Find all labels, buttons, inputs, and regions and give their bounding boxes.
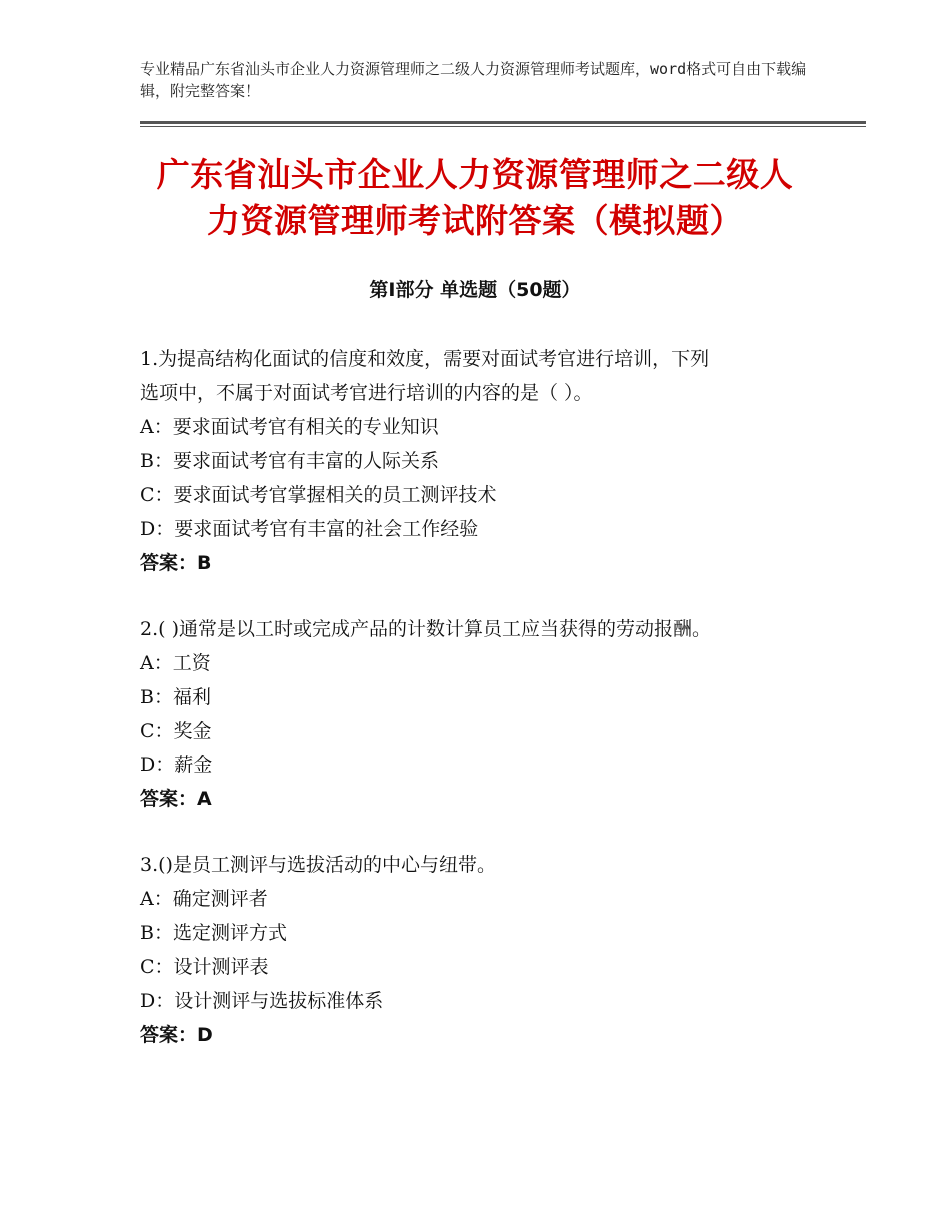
document-title-line-1: 广东省汕头市企业人力资源管理师之二级人 bbox=[156, 155, 794, 194]
document-title bbox=[100, 152, 850, 244]
option-c: C：要求面试考官掌握相关的员工测评技术 bbox=[140, 484, 497, 506]
document-title-line-2: 力资源管理师考试附答案（模拟题） bbox=[207, 201, 743, 240]
question-1 bbox=[140, 342, 820, 580]
section-title: 第Ⅰ部分 单选题（50题） bbox=[369, 279, 581, 301]
option-c: C：奖金 bbox=[140, 720, 212, 742]
question-stem-continued: 选项中，不属于对面试考官进行培训的内容的是（ ）。 bbox=[140, 382, 593, 404]
option-b: B：要求面试考官有丰富的人际关系 bbox=[140, 450, 439, 472]
option-b: B：选定测评方式 bbox=[140, 922, 287, 944]
header-note: 专业精品广东省汕头市企业人力资源管理师之二级人力资源管理师考试题库，word格式可自由下载编辑，附完整答案！ bbox=[140, 60, 807, 100]
option-d: D：设计测评与选拔标准体系 bbox=[140, 990, 384, 1012]
answer: 答案：B bbox=[140, 552, 212, 574]
option-d: D：薪金 bbox=[140, 754, 213, 776]
option-c: C：设计测评表 bbox=[140, 956, 269, 978]
answer: 答案：D bbox=[140, 1024, 213, 1046]
question-stem: 3.()是员工测评与选拔活动的中心与纽带。 bbox=[140, 854, 496, 876]
option-d: D：要求面试考官有丰富的社会工作经验 bbox=[140, 518, 479, 540]
question-stem: 1.为提高结构化面试的信度和效度，需要对面试考官进行培训，下列 bbox=[140, 348, 710, 370]
option-a: A：确定测评者 bbox=[140, 888, 268, 910]
answer: 答案：A bbox=[140, 788, 212, 810]
option-a: A：要求面试考官有相关的专业知识 bbox=[140, 416, 439, 438]
option-b: B：福利 bbox=[140, 686, 211, 708]
question-stem: 2.( )通常是以工时或完成产品的计数计算员工应当获得的劳动报酬。 bbox=[140, 618, 711, 640]
question-list bbox=[140, 342, 820, 1084]
header-rule-thick bbox=[140, 121, 866, 124]
option-a: A：工资 bbox=[140, 652, 211, 674]
question-3 bbox=[140, 848, 820, 1052]
header-rule-thin bbox=[140, 126, 866, 127]
question-2 bbox=[140, 612, 820, 816]
